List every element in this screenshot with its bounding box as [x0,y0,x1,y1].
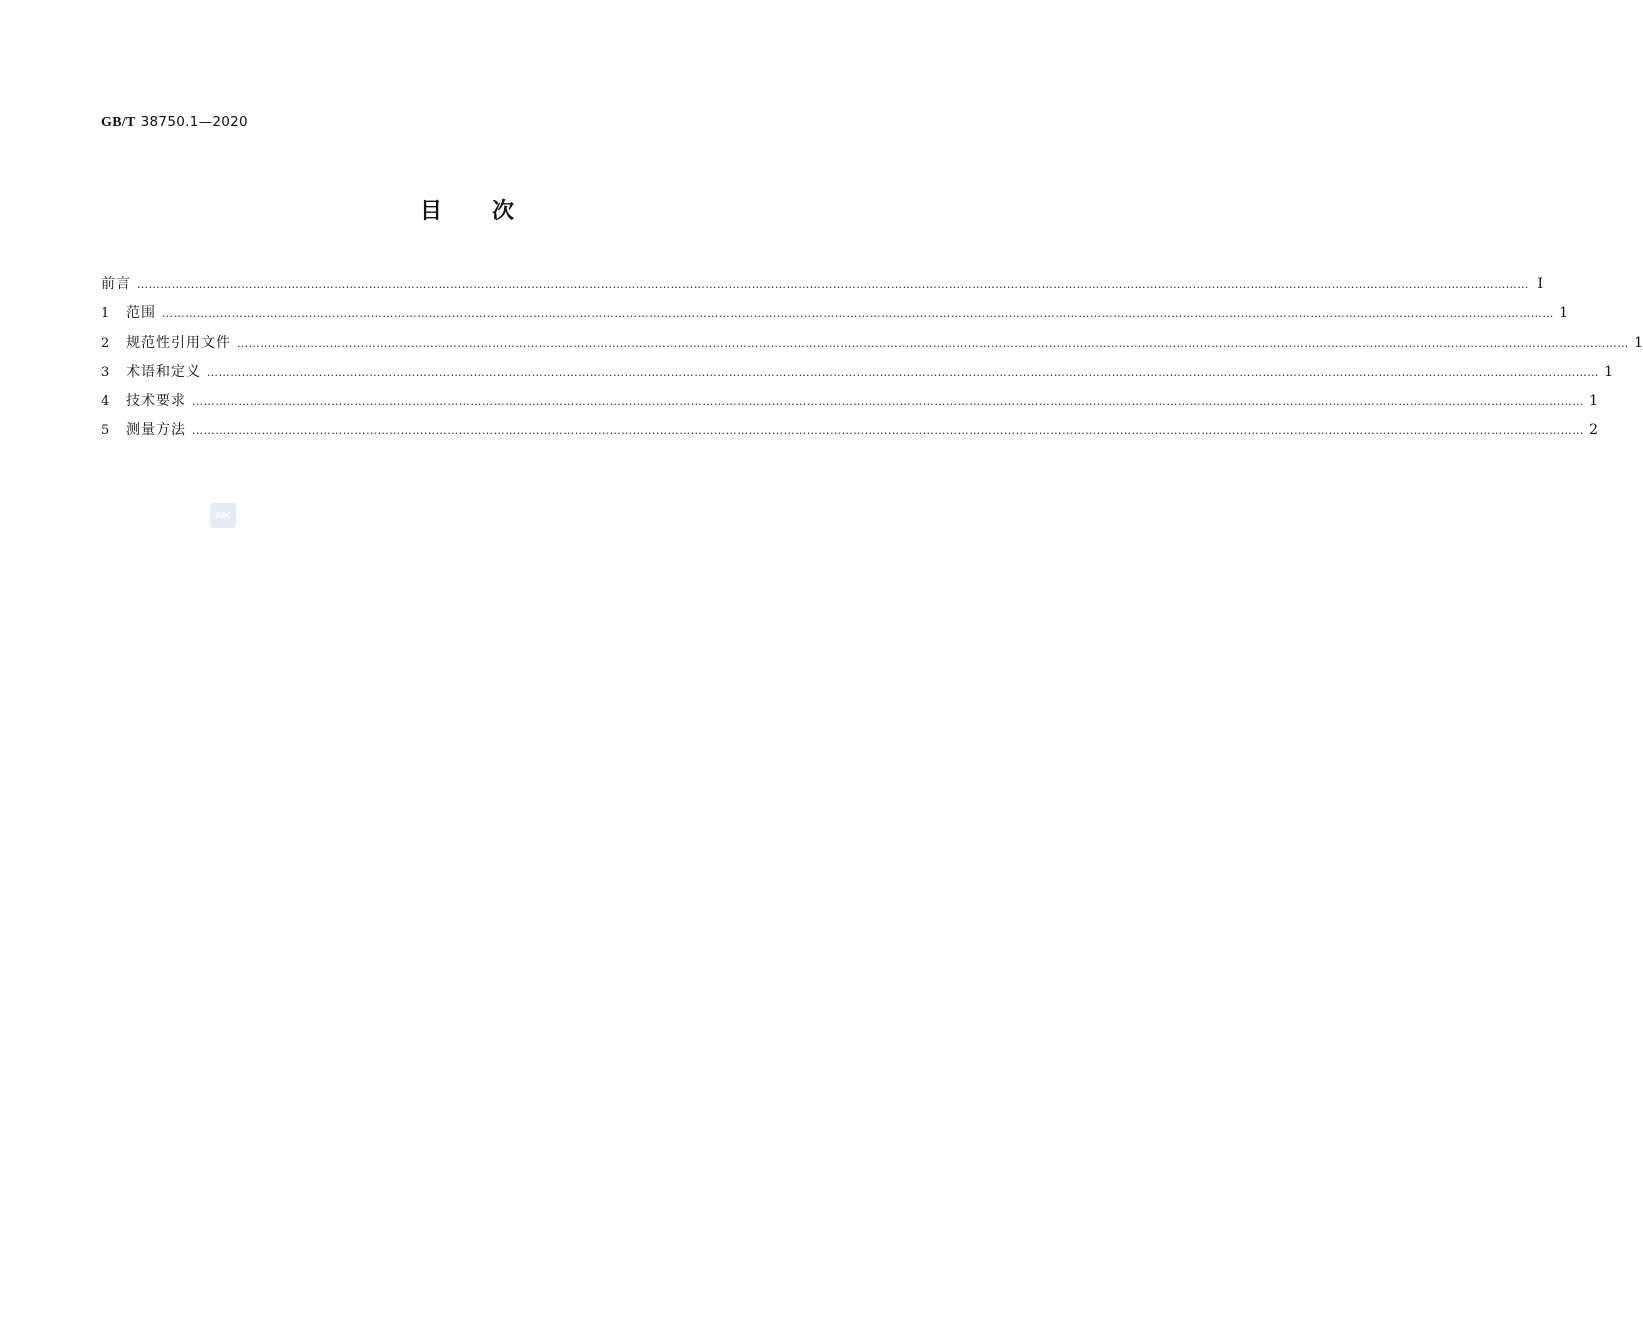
toc-list [101,274,1643,450]
toc-title-char: 目 [420,199,443,224]
toc-entry-technical-requirements[interactable] [101,391,1598,420]
toc-entry-number: 3 [101,364,110,380]
toc-entry-number: 1 [101,306,110,322]
toc-dot-leader: ……………………………………………………………………………………………………………………………………………………………………………………………………………………………………………………………………………………………………………………………… [137,278,1529,291]
toc-entry-label: 技术要求 [126,393,186,410]
toc-entry-foreword[interactable] [101,274,1543,303]
toc-entry-page: Ⅰ [1537,276,1543,292]
toc-entry-page: 1 [1604,363,1613,380]
toc-entry-label: 规范性引用文件 [126,334,231,351]
toc-entry-number: 2 [101,335,110,351]
toc-entry-label: 测量方法 [126,422,186,439]
toc-entry-label: 术语和定义 [126,363,201,380]
toc-entry-label: 范围 [126,305,156,322]
toc-title-char: 次 [492,199,515,224]
standard-code-number: 38750.1—2020 [140,114,248,130]
toc-dot-leader: ……………………………………………………………………………………………………………………………………………………………………………………………………………………………………………………………………………………………………………………………… [162,307,1554,321]
toc-dot-leader: ……………………………………………………………………………………………………………………………………………………………………………………………………………………………………………………………………………………………………………………………… [237,336,1629,350]
toc-entry-scope[interactable] [101,303,1568,332]
toc-dot-leader: ……………………………………………………………………………………………………………………………………………………………………………………………………………………………………………………………………………………………………………………………… [192,424,1584,438]
toc-dot-leader: ……………………………………………………………………………………………………………………………………………………………………………………………………………………………………………………………………………………………………………………………… [192,395,1584,409]
toc-entry-number: 4 [101,394,110,410]
toc-entry-page: 1 [1589,393,1598,410]
standard-code [101,114,248,131]
toc-dot-leader: ……………………………………………………………………………………………………………………………………………………………………………………………………………………………………………………………………………………………………………………………… [207,365,1599,379]
toc-entry-terms-definitions[interactable] [101,362,1613,391]
toc-entry-page: 2 [1589,422,1598,439]
toc-title [420,194,514,225]
standard-code-prefix: GB/T [101,115,136,130]
toc-entry-page: 1 [1634,334,1643,351]
sac-watermark-logo: SAC [210,503,236,528]
toc-entry-number: 5 [101,423,110,439]
toc-entry-measurement-methods[interactable] [101,420,1598,449]
toc-entry-label: 前言 [101,276,131,292]
toc-entry-normative-references[interactable] [101,333,1643,362]
toc-entry-page: 1 [1559,305,1568,322]
